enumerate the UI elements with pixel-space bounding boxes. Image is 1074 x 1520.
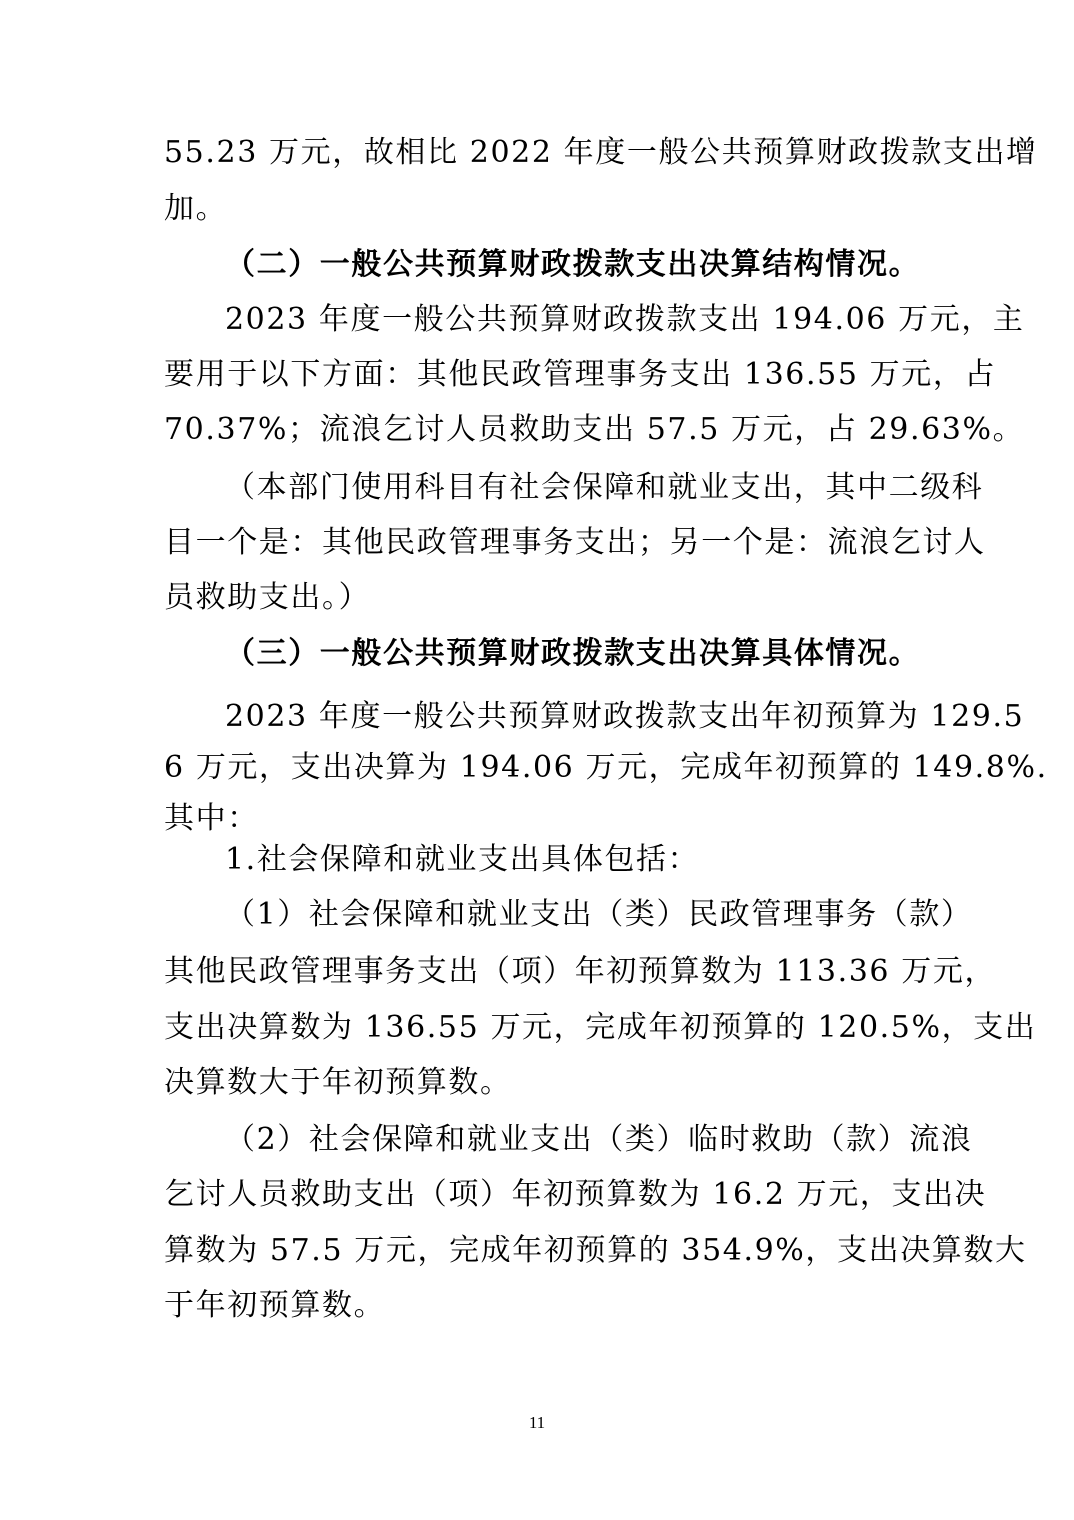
- paragraph-line: （2）社会保障和就业支出（类）临时救助（款）流浪: [225, 1122, 973, 1157]
- paragraph-line: 员救助支出。）: [164, 580, 371, 615]
- paragraph-line: 2023 年度一般公共预算财政拨款支出年初预算为 129.5: [225, 699, 1025, 734]
- page-number: 11: [528, 1413, 546, 1432]
- paragraph-line: 其中：: [164, 801, 259, 836]
- paragraph-line: （本部门使用科目有社会保障和就业支出，其中二级科: [225, 470, 984, 505]
- paragraph-line: （1）社会保障和就业支出（类）民政管理事务（款）: [225, 897, 973, 932]
- paragraph-line: 55.23 万元，故相比 2022 年度一般公共预算财政拨款支出增: [164, 135, 1038, 170]
- paragraph-line: 支出决算数为 136.55 万元，完成年初预算的 120.5%，支出: [164, 1010, 1037, 1045]
- paragraph-line: 其他民政管理事务支出（项）年初预算数为 113.36 万元，: [164, 954, 997, 989]
- paragraph-line: 70.37%；流浪乞讨人员救助支出 57.5 万元，占 29.63%。: [164, 412, 1025, 447]
- section-heading-details: （三）一般公共预算财政拨款支出决算具体情况。: [225, 636, 921, 671]
- list-item-heading: 1.社会保障和就业支出具体包括：: [225, 842, 700, 877]
- paragraph-line: 于年初预算数。: [164, 1288, 386, 1323]
- paragraph-line: 加。: [164, 191, 228, 226]
- paragraph-line: 乞讨人员救助支出（项）年初预算数为 16.2 万元，支出决: [164, 1177, 987, 1212]
- section-heading-structure: （二）一般公共预算财政拨款支出决算结构情况。: [225, 247, 921, 282]
- paragraph-line: 目一个是：其他民政管理事务支出；另一个是：流浪乞讨人: [164, 525, 986, 560]
- paragraph-line: 决算数大于年初预算数。: [164, 1065, 512, 1100]
- paragraph-line: 要用于以下方面：其他民政管理事务支出 136.55 万元，占: [164, 357, 997, 392]
- paragraph-line: 6 万元，支出决算为 194.06 万元，完成年初预算的 149.8%.: [164, 750, 1048, 785]
- paragraph-line: 算数为 57.5 万元，完成年初预算的 354.9%，支出决算数大: [164, 1233, 1027, 1268]
- paragraph-line: 2023 年度一般公共预算财政拨款支出 194.06 万元，主: [225, 302, 1025, 337]
